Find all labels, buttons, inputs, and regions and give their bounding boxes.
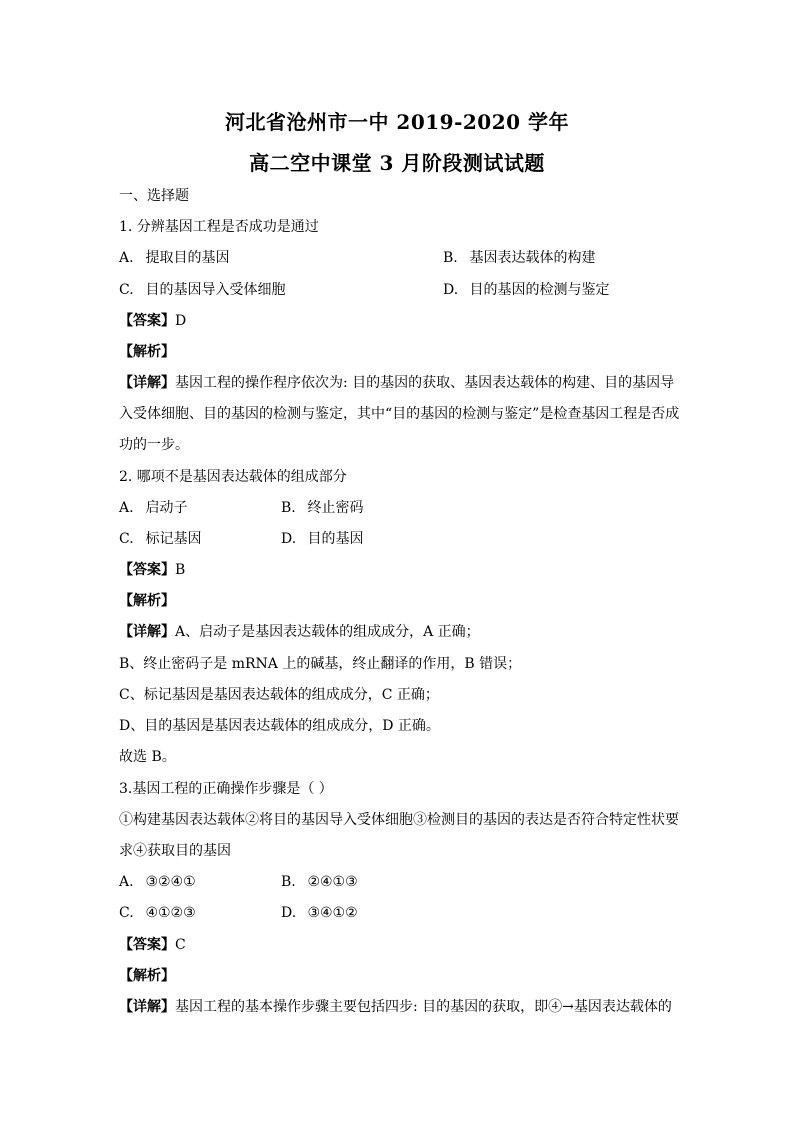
q2-answer: 【答案】B <box>119 562 186 578</box>
q1-detail-line2: 入受体细胞、目的基因的检测与鉴定，其中“目的基因的检测与鉴定”是检查基因工程是否成 <box>119 406 680 422</box>
q3-stem: 3.基因工程的正确操作步骤是（ ） <box>119 781 333 797</box>
document-title-line2: 高二空中课堂 3 月阶段测试试题 <box>249 151 545 175</box>
q1-option-d: D. 目的基因的检测与鉴定 <box>443 282 610 298</box>
q3-detail-line1: 【详解】基因工程的基本操作步骤主要包括四步: 目的基因的获取，即④→基因表达载体的 <box>119 999 672 1015</box>
q2-conclusion: 故选 B。 <box>119 749 176 765</box>
q3-option-a: A. ③②④① <box>119 874 196 890</box>
q2-detail-line3: C、标记基因是基因表达载体的组成成分，C 正确； <box>119 687 439 703</box>
q1-detail-line1: 【详解】基因工程的操作程序依次为: 目的基因的获取、基因表达载体的构建、目的基因导 <box>119 375 675 391</box>
q3-analysis-label: 【解析】 <box>119 968 175 984</box>
q1-answer: 【答案】D <box>119 313 187 329</box>
q2-detail-line4: D、目的基因是基因表达载体的组成成分，D 正确。 <box>119 718 440 734</box>
q1-option-b: B. 基因表达载体的构建 <box>443 250 596 266</box>
q2-detail-line2: B、终止密码子是 mRNA 上的碱基，终止翻译的作用，B 错误； <box>119 656 522 672</box>
q3-answer: 【答案】C <box>119 937 186 953</box>
q2-detail-line1: 【详解】A、启动子是基因表达载体的组成成分，A 正确； <box>119 624 480 640</box>
q1-option-a: A. 提取目的基因 <box>119 250 230 266</box>
q1-stem: 1. 分辨基因工程是否成功是通过 <box>119 219 319 235</box>
document-title-line1: 河北省沧州市一中 2019-2020 学年 <box>224 110 570 134</box>
q1-option-c: C. 目的基因导入受体细胞 <box>119 282 286 298</box>
q2-option-c: C. 标记基因 <box>119 531 202 547</box>
q1-analysis-label: 【解析】 <box>119 344 175 360</box>
section-heading: 一、选择题 <box>119 188 189 204</box>
q2-option-b: B. 终止密码 <box>281 500 364 516</box>
q2-analysis-label: 【解析】 <box>119 593 175 609</box>
q3-option-c: C. ④①②③ <box>119 905 196 921</box>
q3-stem-line1: ①构建基因表达载体②将目的基因导入受体细胞③检测目的基因的表达是否符合特定性状要 <box>119 812 679 828</box>
q2-stem: 2. 哪项不是基因表达载体的组成部分 <box>119 469 347 485</box>
q3-option-d: D. ③④①② <box>281 905 358 921</box>
q1-detail-line3: 功的一步。 <box>119 437 189 453</box>
q3-stem-line2: 求④获取目的基因 <box>119 843 231 859</box>
q3-option-b: B. ②④①③ <box>281 874 358 890</box>
q2-option-d: D. 目的基因 <box>281 531 364 547</box>
q2-option-a: A. 启动子 <box>119 500 188 516</box>
